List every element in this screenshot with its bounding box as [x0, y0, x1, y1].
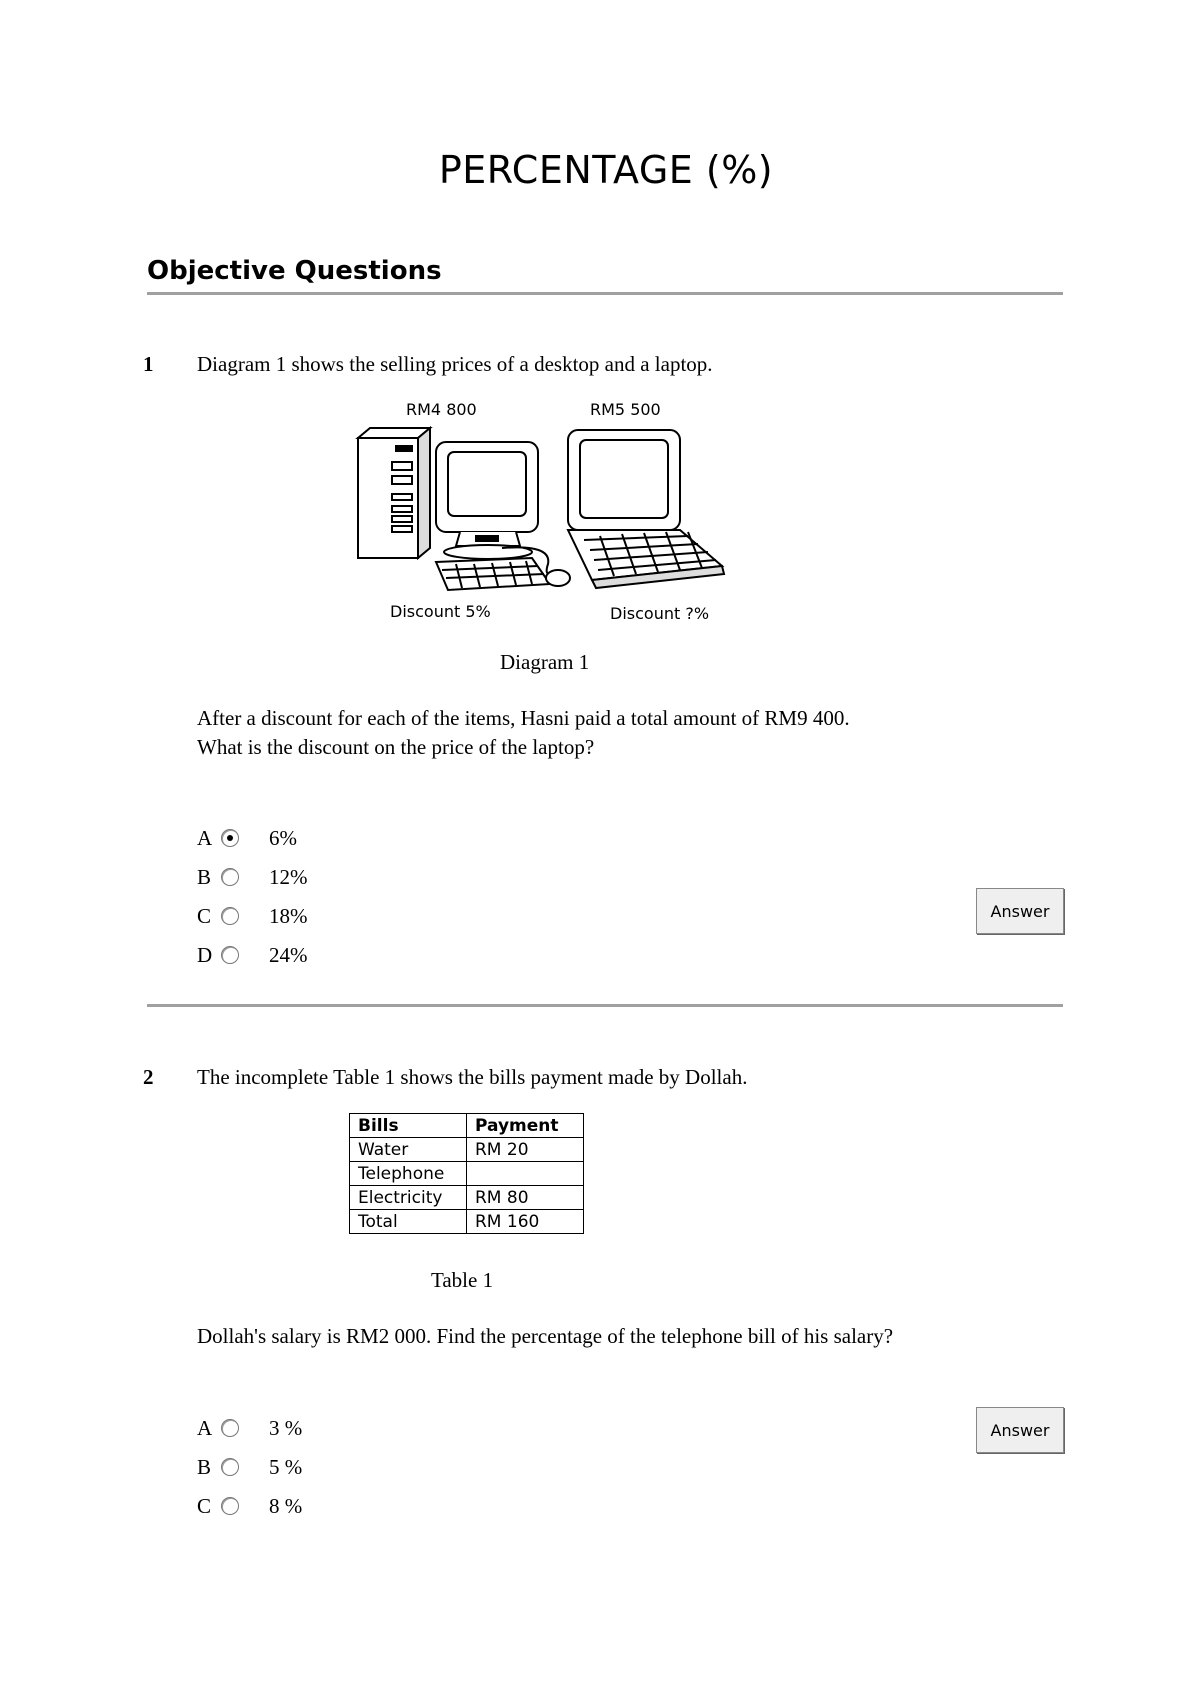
table-cell [467, 1162, 584, 1186]
option-letter: B [197, 1454, 212, 1479]
option-text: 12% [269, 864, 308, 889]
question-divider [147, 1004, 1063, 1007]
desktop-discount-label: Discount 5% [390, 602, 491, 621]
laptop-price-label: RM5 500 [590, 400, 661, 419]
option-a[interactable] [197, 823, 308, 853]
option-letter: A [197, 825, 213, 850]
table-header: Payment [467, 1114, 584, 1138]
option-c[interactable] [197, 1491, 302, 1521]
table-row [350, 1210, 584, 1234]
radio-button[interactable] [221, 946, 239, 964]
radio-button[interactable] [221, 1497, 239, 1515]
option-b[interactable] [197, 862, 308, 892]
table-cell: Water [350, 1138, 467, 1162]
radio-button[interactable] [221, 1419, 239, 1437]
option-letter: C [197, 1493, 212, 1518]
page-title: PERCENTAGE (%) [438, 148, 774, 192]
option-letter: B [197, 864, 212, 889]
question-1-intro: Diagram 1 shows the selling prices of a desktop and a laptop. [197, 352, 713, 376]
table-row [350, 1162, 584, 1186]
table-cell: Electricity [350, 1186, 467, 1210]
radio-button[interactable] [221, 907, 239, 925]
answer-button-q1[interactable]: Answer [976, 888, 1064, 934]
option-text: 6% [269, 825, 297, 850]
laptop-discount-label: Discount ?% [610, 604, 710, 623]
option-text: 5 % [269, 1454, 303, 1479]
option-text: 18% [269, 903, 308, 928]
diagram-1 [352, 394, 772, 630]
table-cell: RM 80 [467, 1186, 584, 1210]
option-b[interactable] [197, 1452, 302, 1482]
option-a[interactable] [197, 1413, 302, 1443]
radio-button-selected[interactable] [221, 829, 239, 847]
table-row [350, 1186, 584, 1210]
computers-illustration [352, 424, 772, 596]
question-1-line-2: What is the discount on the price of the laptop? [197, 735, 595, 759]
question-1-line-1: After a discount for each of the items, Hasni paid a total amount of RM9 400. [197, 706, 850, 730]
laptop-icon [568, 430, 724, 588]
option-text: 24% [269, 942, 308, 967]
option-letter: A [197, 1415, 213, 1440]
keyboard-icon [436, 558, 550, 590]
option-c[interactable] [197, 901, 308, 931]
bills-table [349, 1113, 584, 1234]
question-2-text: Dollah's salary is RM2 000. Find the percentage of the telephone bill of his salary? [197, 1324, 894, 1348]
table-header-row [350, 1114, 584, 1138]
table-1-caption: Table 1 [431, 1268, 494, 1292]
option-text: 8 % [269, 1493, 303, 1518]
answer-button-q2[interactable]: Answer [976, 1407, 1064, 1453]
table-cell: RM 20 [467, 1138, 584, 1162]
question-2-options [197, 1413, 302, 1521]
option-d[interactable] [197, 940, 308, 970]
table-row [350, 1138, 584, 1162]
desktop-price-label: RM4 800 [406, 400, 477, 419]
table-cell: Telephone [350, 1162, 467, 1186]
diagram-1-caption: Diagram 1 [500, 650, 590, 674]
section-divider [147, 292, 1063, 295]
table-cell: Total [350, 1210, 467, 1234]
desktop-tower-icon [358, 428, 430, 558]
question-2-number: 2 [143, 1065, 154, 1089]
section-title: Objective Questions [147, 256, 442, 286]
option-text: 3 % [269, 1415, 303, 1440]
question-1-options [197, 823, 308, 970]
table-header: Bills [350, 1114, 467, 1138]
radio-button[interactable] [221, 1458, 239, 1476]
question-2-intro: The incomplete Table 1 shows the bills payment made by Dollah. [197, 1065, 748, 1089]
option-letter: D [197, 942, 213, 967]
desktop-monitor-icon [436, 442, 538, 559]
option-letter: C [197, 903, 212, 928]
radio-button[interactable] [221, 868, 239, 886]
question-1-number: 1 [143, 352, 154, 376]
table-cell: RM 160 [467, 1210, 584, 1234]
